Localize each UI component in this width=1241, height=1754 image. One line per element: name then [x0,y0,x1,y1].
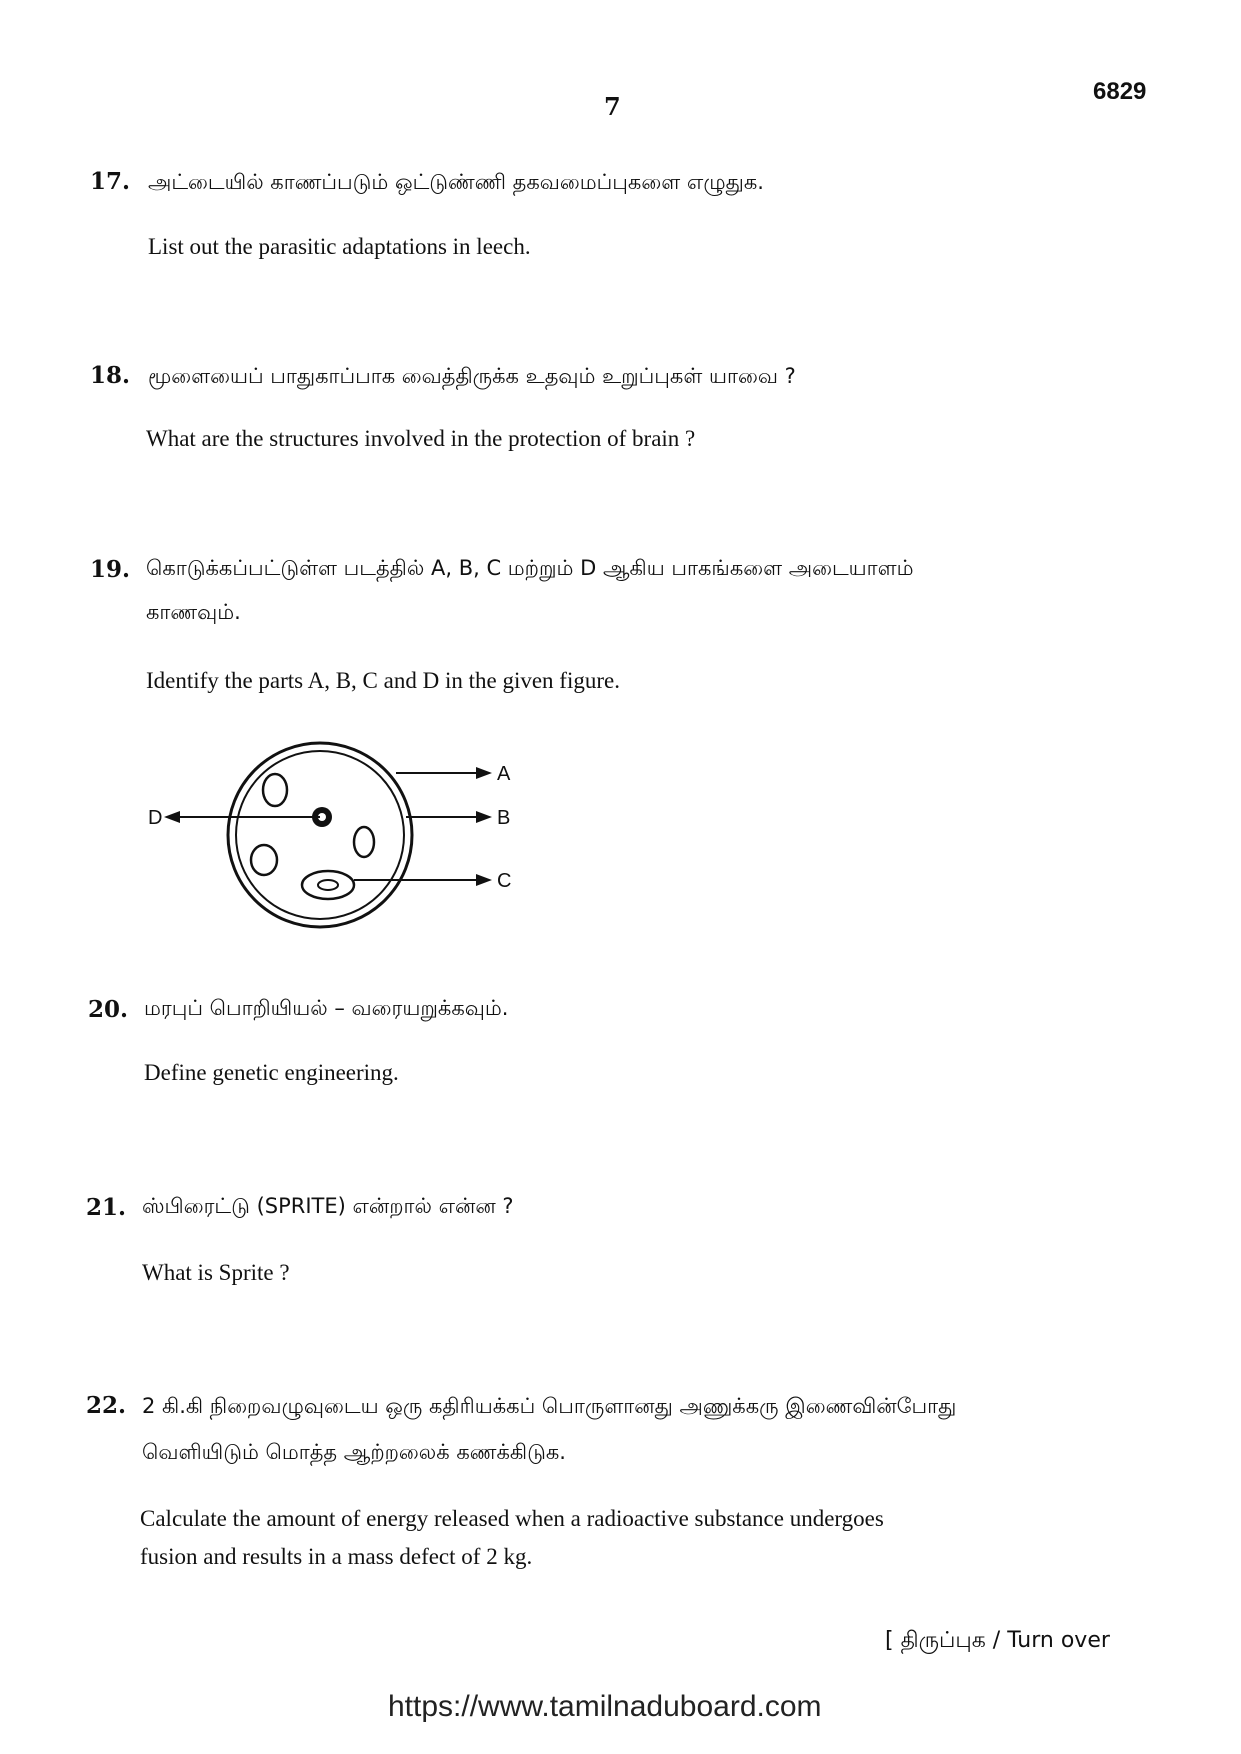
question-22-tamil-line1: 2 கி.கி நிறைவழுவுடைய ஒரு கதிரியக்கப் பொருளானது அணுக்கரு இணைவின்போது [142,1394,957,1418]
label-d: D [148,807,163,829]
question-21-tamil: ஸ்பிரைட்டு (SPRITE) என்றால் என்ன ? [142,1194,514,1218]
label-a: A [497,763,511,785]
vacuole-3 [251,845,277,875]
question-22-english-line1: Calculate the amount of energy released when a radioactive substance undergoes [140,1506,884,1531]
question-20-english: Define genetic engineering. [144,1060,399,1085]
question-19-tamil-line1: கொடுக்கப்பட்டுள்ள படத்தில் A, B, C மற்றும் D ஆகிய பாகங்களை அடையாளம் [146,556,914,580]
cell-diagram [140,730,540,960]
question-19-english: Identify the parts A, B, C and D in the given figure. [146,668,620,693]
page-number: 7 [604,92,621,121]
paper-code: 6829 [1093,78,1147,105]
question-21-number: 21. [86,1194,127,1221]
label-b: B [497,807,511,829]
question-22-number: 22. [86,1392,127,1419]
question-22-english-line2: fusion and results in a mass defect of 2 kg. [140,1544,533,1569]
question-22-tamil-line2: வெளியிடும் மொத்த ஆற்றலைக் கணக்கிடுக. [142,1440,566,1464]
question-20-number: 20. [88,996,129,1023]
arrowhead-b [476,811,492,823]
question-19-number: 19. [90,556,131,583]
question-20-tamil: மரபுப் பொறியியல் – வரையறுக்கவும். [144,996,509,1020]
question-18-number: 18. [90,362,131,389]
cell-figure [140,730,540,964]
inner-membrane [236,751,404,919]
arrowhead-d [164,811,180,823]
arrowhead-c [476,874,492,886]
question-18-english: What are the structures involved in the protection of brain ? [146,426,696,451]
question-21-english: What is Sprite ? [142,1260,290,1285]
label-c: C [497,870,512,892]
question-18-tamil: மூளையைப் பாதுகாப்பாக வைத்திருக்க உதவும் உறுப்புகள் யாவை ? [148,364,796,388]
vacuole-1 [263,774,287,806]
question-17-english: List out the parasitic adaptations in leech. [148,234,531,259]
watermark-url: https://www.tamilnaduboard.com [388,1690,822,1723]
vacuole-2 [354,827,374,857]
question-17-tamil: அட்டையில் காணப்படும் ஒட்டுண்ணி தகவமைப்புகளை எழுதுக. [148,170,764,194]
chloroplast [302,871,354,899]
turn-over-note: [ திருப்புக / Turn over [885,1628,1110,1653]
question-17-number: 17. [90,168,131,195]
question-19-tamil-line2: காணவும். [146,600,241,624]
chloroplast-inner [318,880,338,890]
arrowhead-a [476,767,492,779]
